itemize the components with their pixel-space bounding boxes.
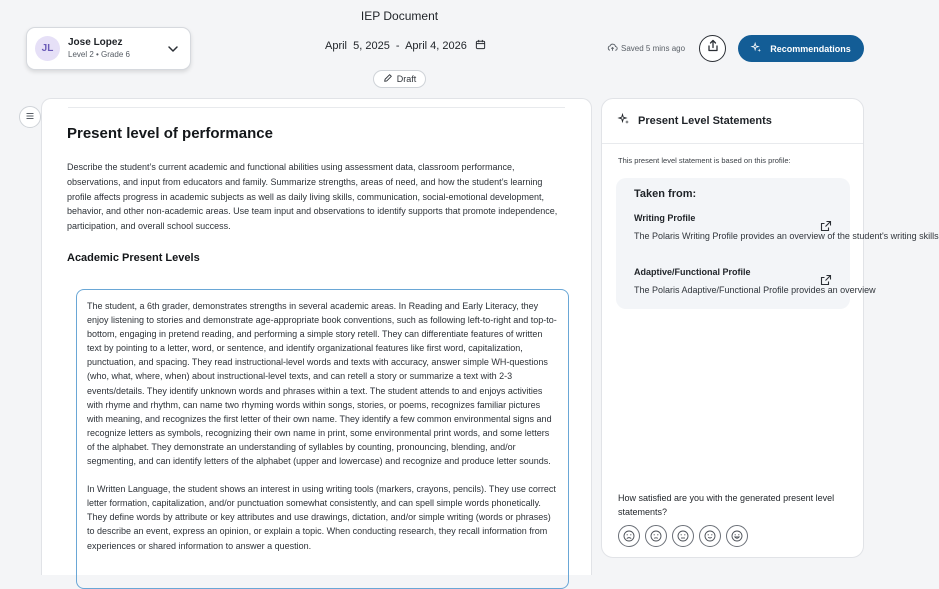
- source-item-writing: [634, 213, 939, 241]
- satisfied-icon[interactable]: [699, 525, 721, 547]
- date-range-text: April 5, 2025 - April 4, 2026: [325, 40, 467, 52]
- date-range-picker[interactable]: [325, 39, 486, 53]
- profile-note: This present level statement is based on this profile:: [618, 156, 791, 165]
- pencil-icon: [383, 73, 397, 85]
- source-name: Adaptive/Functional Profile: [634, 267, 751, 277]
- source-description: The Polaris Writing Profile provides an overview of the student's writing skills: [634, 231, 939, 241]
- recommendations-label: Recommendations: [770, 43, 851, 54]
- external-link-icon[interactable]: [820, 273, 832, 285]
- panel-title: Present Level Statements: [638, 115, 772, 127]
- main-document-panel: [41, 98, 592, 575]
- chevron-down-icon[interactable]: [166, 42, 180, 56]
- share-icon: [706, 39, 720, 58]
- external-link-icon[interactable]: [820, 219, 832, 231]
- document-title: IEP Document: [360, 9, 439, 23]
- calendar-icon[interactable]: [475, 39, 486, 53]
- source-item-adaptive: [634, 267, 876, 295]
- neutral-icon[interactable]: [672, 525, 694, 547]
- student-name: Jose Lopez: [68, 37, 123, 48]
- top-bar: [0, 0, 887, 98]
- paragraph: In Written Language, the student shows an interest in using writing tools (markers, crayons, pencils). They use correct letter formation, capitalization, and/or punctuation somewhat consistently, and can spell simple words phonetically. They define words by attribute or key attributes and use drawings, dictation, and/or simple writing (words or phrases) to describe an event, express an opinion, or explain a topic. When conducting research, they recall information from experiences or shared information to answer a question.: [87, 484, 556, 551]
- section-title: Present level of performance: [67, 125, 273, 142]
- hamburger-icon: [25, 108, 35, 126]
- divider: [68, 107, 565, 108]
- panel-header: [602, 99, 863, 144]
- academic-present-levels-textarea[interactable]: [76, 289, 569, 589]
- avatar: JL: [35, 36, 60, 61]
- sparkle-icon: [618, 112, 630, 130]
- present-level-statements-panel: [601, 98, 939, 558]
- very-satisfied-icon[interactable]: [726, 525, 748, 547]
- section-description: Describe the student’s current academic and functional abilities using assessment data, classroom performance, observations, and input from educators and family. Summarize strengths, areas of need, and how the student’s learning profile affects progress in academic subjects as well as daily living skills, communication, social-emotional development, behavior, and other non-academic areas. Use team input and observations to identify supports that promote independence, participation, and overall school success.: [67, 162, 558, 232]
- recommendations-button[interactable]: [738, 35, 864, 62]
- satisfaction-question: How satisfied are you with the generated present level statements?: [618, 493, 835, 517]
- save-status-text: Saved 5 mins ago: [621, 44, 686, 53]
- taken-from-card: [616, 178, 939, 309]
- status-badge: [373, 70, 426, 88]
- save-status: [607, 42, 685, 55]
- share-button[interactable]: [699, 35, 726, 62]
- paragraph: The student, a 6th grader, demonstrates strengths in several academic areas. In Reading and Early Literacy, they enjoy listening to stories and demonstrate age-appropriate book conventions, such as following left-to-right and top-to-bottom, engaging in pretend reading, and performing a simple story retell. They can differentiate features of written text by pointing to a letter, word, or sentence, and identify organizational features like first word, capitalization, punctuation, and spacing. They read instructional-level words and texts with accuracy, answer simple WH-questions (who, what, where, when) about instructional-level texts, and can retell a story or summarize a text with 2-3 events/details. They identify unknown words and phrases within a text. The student attends to and enjoys activities with rhyme and rhythm, can name two rhyming words within songs, stories, or poems, recognizes familiar pictures with meaning, and recognizes the first letter of their own name. They identify a few common environmental signs and recognize letters as symbols, recognizing their own name in print, some environmental print words, and some letters of the alphabet. They demonstrate an understanding of syllables by counting, pronouncing, blending, and/or segmenting, and can identify letters of the alphabet (upper and lowercase) and recognize and produce letter sounds.: [87, 301, 557, 467]
- taken-from-title: Taken from:: [634, 188, 697, 200]
- satisfaction-rating: [618, 525, 753, 547]
- source-description: The Polaris Adaptive/Functional Profile provides an overview: [634, 285, 876, 295]
- subsection-title: Academic Present Levels: [67, 252, 200, 264]
- status-badge-label: Draft: [396, 74, 417, 84]
- very-dissatisfied-icon[interactable]: [618, 525, 640, 547]
- dissatisfied-icon[interactable]: [645, 525, 667, 547]
- cloud-upload-icon: [607, 42, 621, 55]
- student-selector[interactable]: [26, 27, 191, 70]
- sparkle-icon: [751, 42, 770, 55]
- student-details: Level 2 • Grade 6: [68, 50, 130, 59]
- source-name: Writing Profile: [634, 213, 696, 223]
- menu-toggle-button[interactable]: [19, 106, 41, 128]
